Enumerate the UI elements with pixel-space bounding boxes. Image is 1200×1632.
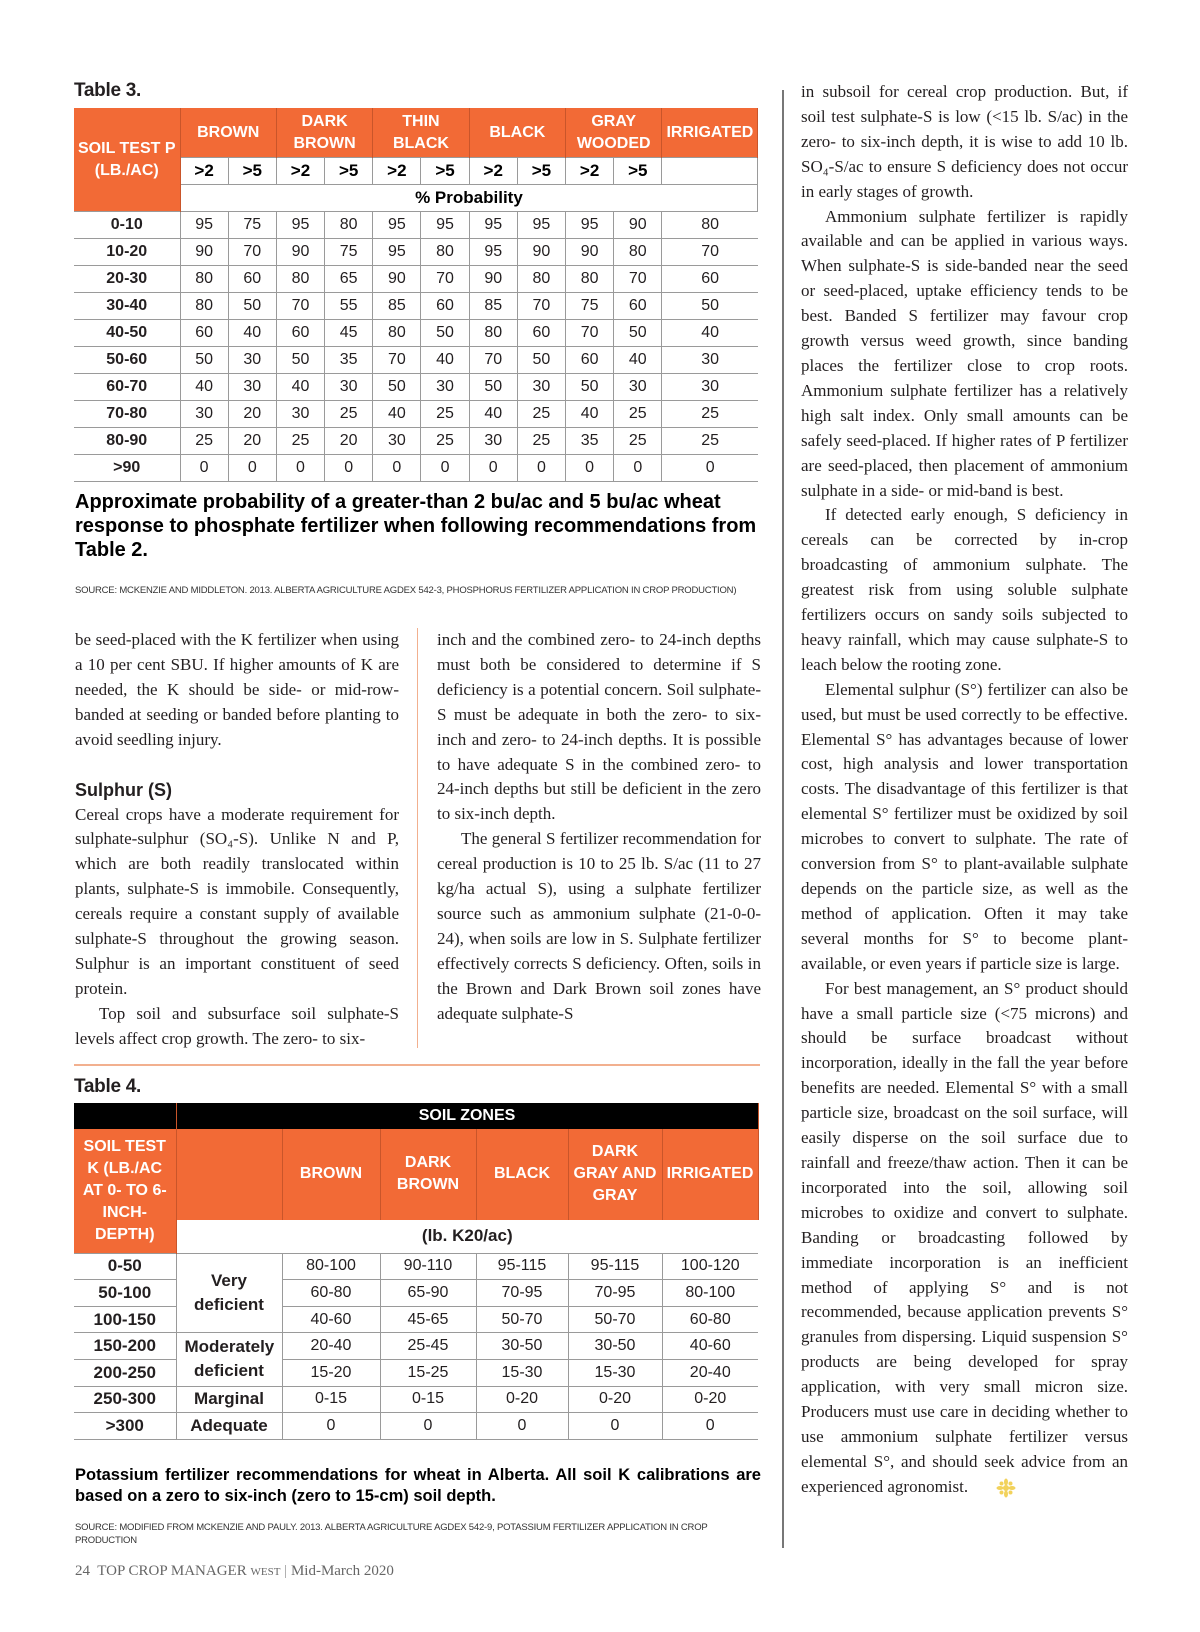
article-column-3 [801,80,1128,1500]
threshold-header: >5 [421,158,469,185]
deficiency-class: Marginal [176,1386,282,1413]
cell-value: 70 [566,320,614,347]
table3-label: Table 3. [74,80,141,101]
cell-value: 0-15 [282,1386,380,1413]
threshold-empty [662,158,758,185]
magazine-name: TOP CROP MANAGER [97,1563,247,1579]
cell-value: 35 [566,428,614,455]
table-row [74,428,758,455]
table-row [74,347,758,374]
cell-value: 90 [566,239,614,266]
table4-label: Table 4. [74,1076,141,1097]
cell-value: 50-70 [476,1306,568,1333]
cell-value: 95 [373,239,421,266]
unit-row [74,1220,758,1254]
table-row [74,239,758,266]
magazine-edition: WEST [250,1566,281,1578]
cell-value: 70 [421,266,469,293]
cell-value: 70 [517,293,565,320]
cell-value: 40 [421,347,469,374]
cell-value: 50 [469,374,517,401]
row-header: SOIL TEST P (LB./AC) [74,108,180,212]
cell-value: 20 [325,428,373,455]
row-range: >90 [74,455,180,482]
deficiency-class: Adequate [176,1413,282,1440]
zone-header: BLACK [469,108,565,158]
cell-value: 50 [421,320,469,347]
cell-value: 30-50 [476,1333,568,1360]
threshold-header: >5 [614,158,662,185]
threshold-header: >2 [180,158,228,185]
cell-value: 25 [276,428,324,455]
cell-value: 95 [276,212,324,239]
cell-value: 65 [325,266,373,293]
zone-header: THIN BLACK [373,108,469,158]
paragraph: Ammonium sulphate fertilizer is rapidly available and can be applied in various ways. When sulphate-S is side-banded near the seed or seed-placed, uptake efficiency tends to be best. Banded S fertilizer may favour crop growth versus weed growth, since banding places the fertilizer close to crop roots. Ammonium sulphate fertilizer has a relatively high salt index. Only small amounts can be safely seed-placed. If higher rates of P fertilizer are seed-placed, then placement of ammonium sulphate in a side- or mid-band is best. [801,206,1128,500]
cell-value: 80 [373,320,421,347]
cell-value: 70 [469,347,517,374]
cell-value: 40 [228,320,276,347]
row-range: 100-150 [74,1306,176,1333]
cell-value: 70 [614,266,662,293]
cell-value: 0 [566,455,614,482]
cell-value: 0 [325,455,373,482]
paragraph: inch and the combined zero- to 24-inch depths must both be considered to determine if S deficiency is a potential concern. Soil sulphate-S must be adequate in both the zero- to six-inch and zero- to 24-inch depths. It is possible to have adequate S in the combined zero- to 24-inch depths but still be deficient in the zero to six-inch depth. [437,630,761,824]
cell-value: 95 [421,212,469,239]
cell-value: 20 [228,428,276,455]
table3-header-row [74,108,758,158]
cell-value: 60 [614,293,662,320]
table-row [74,266,758,293]
cell-value: 80 [469,320,517,347]
cell-value: 75 [325,239,373,266]
threshold-header: >2 [276,158,324,185]
unit-label: % Probability [180,185,758,212]
row-range: >300 [74,1413,176,1440]
cell-value: 15-30 [476,1359,568,1386]
group-header-row [74,1103,758,1129]
issue-date: Mid-March 2020 [290,1563,394,1579]
deficiency-class: Moderately deficient [176,1333,282,1386]
cell-value: 50 [566,374,614,401]
cell-value: 50 [373,374,421,401]
row-range: 0-10 [74,212,180,239]
cell-value: 40 [373,401,421,428]
threshold-header: >5 [325,158,373,185]
cell-value: 60-80 [662,1306,758,1333]
zone-header: BROWN [282,1129,380,1220]
cell-value: 40 [662,320,758,347]
cell-value: 40 [180,374,228,401]
table-row [74,293,758,320]
cell-value: 50 [180,347,228,374]
row-range: 50-60 [74,347,180,374]
cell-value: 75 [228,212,276,239]
row-range: 70-80 [74,401,180,428]
row-range: 10-20 [74,239,180,266]
cell-value: 30 [180,401,228,428]
cell-value: 30 [517,374,565,401]
cell-value: 45-65 [380,1306,476,1333]
zone-header: BLACK [476,1129,568,1220]
table-row [74,1413,758,1440]
cell-value: 0 [421,455,469,482]
cell-value: 95 [469,239,517,266]
cell-value: 60 [180,320,228,347]
zone-header: BROWN [180,108,276,158]
paragraph: in subsoil for cereal crop production. But, if soil test sulphate-S is low (<15 lb. S/ac) in the zero- to six-inch depth, it is wise to add 10 lb. SO₄-S/ac to ensure S deficiency does not occur in early stages of growth. [801,82,1128,201]
cell-value: 25 [325,401,373,428]
cell-value: 90 [180,239,228,266]
threshold-header: >5 [517,158,565,185]
section-heading-sulphur: Sulphur (S) [75,779,172,800]
page-number: 24 [75,1563,90,1579]
cell-value: 60 [566,347,614,374]
deficiency-class: Very deficient [176,1253,282,1333]
cell-value: 55 [325,293,373,320]
soil-zones-header: SOIL ZONES [176,1103,758,1129]
cell-value: 80 [180,293,228,320]
cell-value: 90 [517,239,565,266]
cell-value: 0 [568,1413,662,1440]
cell-value: 85 [469,293,517,320]
table4-caption: Potassium fertilizer recommendations for wheat in Alberta. All soil K calibrations are based on a zero to six-inch (zero to 15-cm) soil depth. [75,1466,761,1505]
cell-value: 15-25 [380,1359,476,1386]
cell-value: 80 [180,266,228,293]
cell-value: 50 [662,293,758,320]
cell-value: 95-115 [476,1253,568,1280]
cell-value: 95-115 [568,1253,662,1280]
cell-value: 90 [614,212,662,239]
paragraph: The general S fertilizer recommendation for cereal production is 10 to 25 lb. S/ac (11 to 27 kg/ha actual S), using a sulphate fertilizer source such as ammonium sulphate (21-0-0-24), when soils are low in S. Sulphate fertilizer effectively corrects S deficiency. Often, soils in the Brown and Dark Brown soil zones have adequate sulphate-S [437,829,761,1023]
cell-value: 80 [517,266,565,293]
table-row [74,401,758,428]
row-range: 0-50 [74,1253,176,1280]
article-column-2 [437,628,761,1027]
cell-value: 20-40 [662,1359,758,1386]
cell-value: 25 [421,401,469,428]
cell-value: 60 [517,320,565,347]
cell-value: 80 [662,212,758,239]
column-divider [417,628,418,1048]
cell-value: 60 [228,266,276,293]
cell-value: 0 [469,455,517,482]
cell-value: 25 [614,401,662,428]
row-range: 250-300 [74,1386,176,1413]
cell-value: 25-45 [380,1333,476,1360]
zone-header: GRAY WOODED [566,108,662,158]
paragraph: Cereal crops have a moderate requirement for sulphate-sulphur (SO₄-S). Unlike N and P, which are both readily translocated within plants, sulphate-S is immobile. Consequently, cereals require a constant supply of available sulphate-S throughout the growing season. Sulphur is an important constituent of seed protein. [75,804,399,998]
cell-value: 70 [276,293,324,320]
cell-value: 40 [276,374,324,401]
cell-value: 25 [180,428,228,455]
cell-value: 90 [276,239,324,266]
cell-value: 15-20 [282,1359,380,1386]
cell-value: 30 [614,374,662,401]
group-header-blank [74,1103,176,1129]
cell-value: 60-80 [282,1280,380,1307]
cell-value: 80 [421,239,469,266]
cell-value: 20 [228,401,276,428]
cell-value: 50 [276,347,324,374]
row-range: 200-250 [74,1359,176,1386]
cell-value: 30-50 [568,1333,662,1360]
cell-value: 80 [325,212,373,239]
table-row [74,1333,758,1360]
cell-value: 50 [517,347,565,374]
threshold-header: >2 [373,158,421,185]
class-header-blank [176,1129,282,1220]
cell-value: 0 [614,455,662,482]
cell-value: 95 [517,212,565,239]
paragraph: If detected early enough, S deficiency in cereals can be corrected by in-crop broadcasting of ammonium sulphate. The greatest risk from using soluble sulphate fertilizers occurs on sandy soils subjected to heavy rainfall, which may cause sulphate-S to leach below the rooting zone. [801,505,1128,674]
zone-header-row [74,1129,758,1220]
row-range: 30-40 [74,293,180,320]
cell-value: 0 [276,455,324,482]
column-divider [782,90,784,1548]
table-row [74,212,758,239]
cell-value: 0 [476,1413,568,1440]
cell-value: 80 [614,239,662,266]
cell-value: 60 [276,320,324,347]
cell-value: 0 [517,455,565,482]
cell-value: 40 [469,401,517,428]
table3-source: SOURCE: MCKENZIE AND MIDDLETON. 2013. ALBERTA AGRICULTURE AGDEX 542-3, PHOSPHORUS FERTILIZER APPLICATION IN CROP PRODUCTION) [75,585,737,596]
zone-header: DARK BROWN [380,1129,476,1220]
threshold-header: >2 [469,158,517,185]
cell-value: 25 [517,401,565,428]
cell-value: 30 [662,347,758,374]
cell-value: 40 [566,401,614,428]
cell-value: 80-100 [282,1253,380,1280]
cell-value: 0 [662,1413,758,1440]
cell-value: 0 [282,1413,380,1440]
unit-label: (lb. K20/ac) [421,1226,513,1246]
cell-value: 0-20 [476,1386,568,1413]
wheat-end-icon [972,1478,992,1498]
cell-value: 70 [228,239,276,266]
cell-value: 0 [662,455,758,482]
cell-value: 85 [373,293,421,320]
cell-value: 70 [662,239,758,266]
row-range: 20-30 [74,266,180,293]
cell-value: 25 [421,428,469,455]
zone-header: DARK BROWN [276,108,372,158]
zone-header: IRRIGATED [662,1129,758,1220]
cell-value: 30 [228,347,276,374]
cell-value: 95 [566,212,614,239]
paragraph: For best management, an S° product should have a small particle size (<75 microns) and should be surface broadcast without incorporation, ideally in the fall the year before benefits are needed. Elemental S° with a small particle size, broadcast on the soil surface, will easily disperse on the soil surface due to rainfall and freeze/thaw action. Then it can be incorporated into the soil, allowing soil microbes to oxidize and convert to sulphate. Banding or broadcasting followed by immediate incorporation is an inefficient method of applying S° and is not recommended, because application prevents S° granules from dispersing. Liquid suspension S° products are being developed for spray application, with very small micron size. Producers must use care in deciding whether to use ammonium sulphate fertilizer versus elemental S°, and should seek advice from an experienced agronomist. [801,978,1128,1496]
table-row [74,320,758,347]
cell-value: 0 [228,455,276,482]
cell-value: 60 [662,266,758,293]
cell-value: 60 [421,293,469,320]
table-row [74,1253,758,1280]
cell-value: 95 [180,212,228,239]
cell-value: 45 [325,320,373,347]
cell-value: 100-120 [662,1253,758,1280]
paragraph: Top soil and subsurface soil sulphate-S levels affect crop growth. The zero- to six- [75,1003,399,1048]
cell-value: 80 [566,266,614,293]
cell-value: 80 [276,266,324,293]
cell-value: 70 [373,347,421,374]
cell-value: 30 [373,428,421,455]
table-row [74,455,758,482]
cell-value: 50 [614,320,662,347]
paragraph: be seed-placed with the K fertilizer when using a 10 per cent SBU. If higher amounts of K are needed, the K should be side- or mid-row-banded at seeding or banded before planting to avoid seedling injury. [75,630,399,749]
paragraph: Elemental sulphur (S°) fertilizer can also be used, but must be used correctly to be effective. Elemental S° has advantages because of lower cost, high analysis and lower transportation costs. The disadvantage of this fertilizer is that elemental S° fertilizer must be oxidized by soil microbes to convert to sulphate. The rate of conversion from S° to plant-available sulphate depends on the particle size, as well as the method of application. Often it may take several months for S° to become plant-available, or even years if particle size is large. [801,679,1128,973]
row-range: 60-70 [74,374,180,401]
cell-value: 30 [421,374,469,401]
cell-value: 90 [373,266,421,293]
cell-value: 30 [276,401,324,428]
zone-header: DARK GRAY AND GRAY [568,1129,662,1220]
table-row [74,1386,758,1413]
cell-value: 80-100 [662,1280,758,1307]
cell-value: 0 [373,455,421,482]
table3 [74,108,758,482]
cell-value: 95 [373,212,421,239]
threshold-header: >5 [228,158,276,185]
cell-value: 0 [380,1413,476,1440]
cell-value: 25 [614,428,662,455]
cell-value: 25 [517,428,565,455]
cell-value: 30 [469,428,517,455]
cell-value: 0-15 [380,1386,476,1413]
cell-value: 50-70 [568,1306,662,1333]
cell-value: 35 [325,347,373,374]
table3-caption: Approximate probability of a greater-than 2 bu/ac and 5 bu/ac wheat response to phosphate fertilizer when following recommendations from Table 2. [75,491,757,561]
cell-value: 40-60 [662,1333,758,1360]
article-column-1 [75,628,399,1052]
row-header: SOIL TEST K (LB./AC AT 0- TO 6-INCH- DEPTH) [74,1129,176,1254]
row-range: 40-50 [74,320,180,347]
cell-value: 30 [662,374,758,401]
cell-value: 30 [325,374,373,401]
section-rule [74,1064,760,1066]
cell-value: 30 [228,374,276,401]
threshold-header: >2 [566,158,614,185]
cell-value: 0-20 [568,1386,662,1413]
zone-header: IRRIGATED [662,108,758,158]
row-range: 150-200 [74,1333,176,1360]
row-range: 80-90 [74,428,180,455]
cell-value: 40 [614,347,662,374]
cell-value: 25 [662,428,758,455]
cell-value: 0 [180,455,228,482]
cell-value: 15-30 [568,1359,662,1386]
cell-value: 75 [566,293,614,320]
cell-value: 25 [662,401,758,428]
row-range: 50-100 [74,1280,176,1307]
cell-value: 90 [469,266,517,293]
cell-value: 90-110 [380,1253,476,1280]
cell-value: 0-20 [662,1386,758,1413]
page-footer: 24 TOP CROP MANAGER WEST | Mid-March 2020 [75,1563,394,1579]
table4-source: SOURCE: MODIFIED FROM MCKENZIE AND PAULY. 2013. ALBERTA AGRICULTURE AGDEX 542-9, POTASSIUM FERTILIZER APPLICATION IN CROP PRODUCTION [75,1522,708,1546]
table4 [74,1103,759,1440]
cell-value: 50 [228,293,276,320]
cell-value: 95 [469,212,517,239]
cell-value: 70-95 [568,1280,662,1307]
table-row [74,374,758,401]
cell-value: 40-60 [282,1306,380,1333]
cell-value: 20-40 [282,1333,380,1360]
cell-value: 65-90 [380,1280,476,1307]
cell-value: 70-95 [476,1280,568,1307]
